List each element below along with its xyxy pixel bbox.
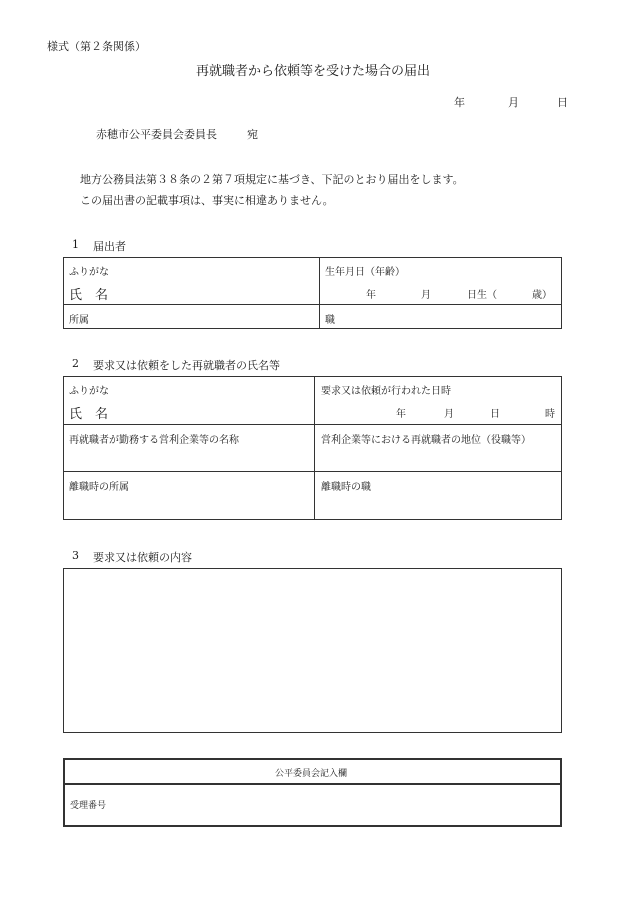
section1-heading: 届出者 bbox=[93, 240, 126, 253]
section3-heading: 要求又は依頼の内容 bbox=[93, 551, 192, 564]
s1-birth-month: 月 bbox=[421, 290, 431, 301]
section3-content bbox=[64, 569, 561, 581]
section2-heading: 要求又は依頼をした再就職者の氏名等 bbox=[93, 359, 280, 372]
s1-birth-year: 年 bbox=[366, 290, 376, 301]
s2-year: 年 bbox=[396, 409, 406, 420]
receipt-number-label: 受理番号 bbox=[70, 801, 107, 811]
date-month-label: 月 bbox=[508, 96, 519, 109]
section1-col-divider bbox=[319, 257, 320, 329]
s2-month: 月 bbox=[444, 409, 454, 420]
committee-divider bbox=[63, 783, 562, 785]
section1-number: 1 bbox=[72, 238, 79, 251]
s1-position-label: 職 bbox=[325, 315, 335, 326]
intro-line-1: 地方公務員法第３８条の２第７項規定に基づき、下記のとおり届出をします。 bbox=[80, 173, 464, 186]
s2-company-position-label: 営利企業等における再就職者の地位（役職等） bbox=[321, 435, 531, 446]
section3-number: 3 bbox=[72, 549, 79, 562]
date-year-label: 年 bbox=[454, 96, 465, 109]
s2-furigana-label: ふりがな bbox=[69, 386, 109, 397]
s1-affiliation-label: 所属 bbox=[69, 315, 89, 326]
s2-former-position-label: 離職時の職 bbox=[321, 482, 371, 493]
section2-table bbox=[63, 376, 562, 520]
committee-heading: 公平委員会記入欄 bbox=[275, 769, 348, 779]
s1-furigana-label: ふりがな bbox=[69, 267, 109, 278]
s2-hour: 時 bbox=[545, 409, 555, 420]
form-label: 様式（第２条関係） bbox=[47, 40, 146, 53]
section2-number: 2 bbox=[72, 357, 79, 370]
section3-content-box[interactable] bbox=[63, 568, 562, 733]
s1-birth-label: 生年月日（年齢） bbox=[325, 267, 405, 278]
section2-row-divider-1 bbox=[63, 424, 562, 425]
addressee-suffix: 宛 bbox=[247, 128, 258, 141]
addressee-name: 赤穂市公平委員会委員長 bbox=[96, 128, 217, 141]
s2-name-label: 氏 名 bbox=[69, 407, 109, 422]
s1-birth-age-close: 歳） bbox=[532, 290, 552, 301]
s2-company-label: 再就職者が勤務する営利企業等の名称 bbox=[69, 435, 239, 446]
s1-name-label: 氏 名 bbox=[69, 288, 109, 303]
section2-col-divider bbox=[314, 376, 315, 520]
date-day-label: 日 bbox=[557, 96, 568, 109]
section1-row-divider bbox=[63, 304, 562, 305]
s2-former-affiliation-label: 離職時の所属 bbox=[69, 482, 129, 493]
s2-request-date-label: 要求又は依頼が行われた日時 bbox=[321, 386, 451, 397]
s2-day: 日 bbox=[490, 409, 500, 420]
intro-line-2: この届出書の記載事項は、事実に相違ありません。 bbox=[80, 194, 334, 207]
s1-birth-day-open: 日生（ bbox=[467, 290, 497, 301]
section2-row-divider-2 bbox=[63, 471, 562, 472]
document-title: 再就職者から依頼等を受けた場合の届出 bbox=[196, 64, 431, 79]
